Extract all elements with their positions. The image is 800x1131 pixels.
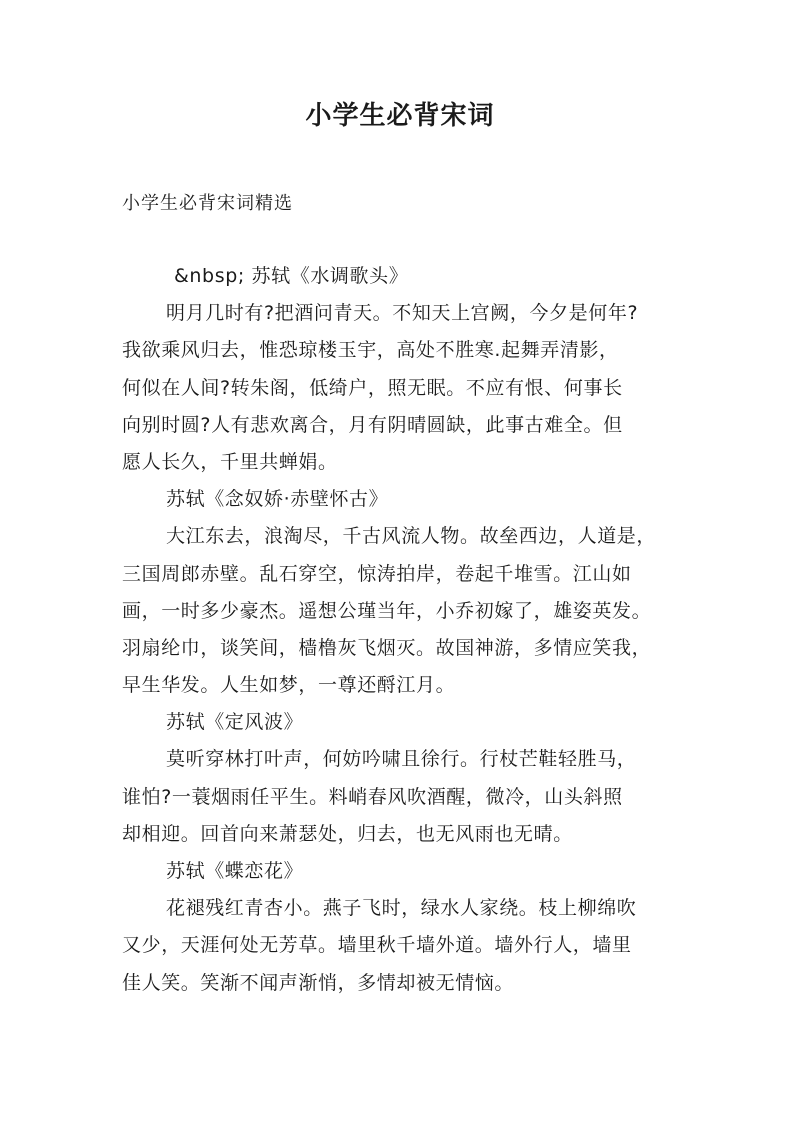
text-line: 明月几时有?把酒问青天。不知天上宫阙，今夕是何年? (166, 302, 639, 325)
page-title: 小学生必背宋词 (305, 101, 495, 131)
text-line: 佳人笑。笑渐不闻声渐悄，多情却被无情恼。 (122, 971, 515, 994)
page-subtitle: 小学生必背宋词精选 (122, 193, 293, 214)
poem-heading-niannujiao: 苏轼《念奴娇·赤壁怀古》 (166, 488, 389, 511)
text-line: 愿人长久，千里共蝉娟。 (122, 450, 338, 473)
poem-body (122, 258, 702, 1002)
text-line: 却相迎。回首向来萧瑟处，归去，也无风雨也无晴。 (122, 822, 573, 845)
text-line: 画，一时多少豪杰。遥想公瑾当年，小乔初嫁了，雄姿英发。 (122, 599, 652, 622)
text-line: 早生华发。人生如梦，一尊还酹江月。 (122, 674, 456, 697)
text-line: 花褪残红青杏小。燕子飞时，绿水人家绕。枝上柳绵吹 (166, 897, 637, 920)
text-line: 莫听穿林打叶声，何妨吟啸且徐行。行杖芒鞋轻胜马， (166, 748, 637, 771)
text-line: 羽扇纶巾，谈笑间，樯橹灰飞烟灭。故国神游，多情应笑我， (122, 636, 652, 659)
text-line: 何似在人间?转朱阁，低绮户，照无眠。不应有恨、何事长 (122, 376, 623, 399)
text-line: 我欲乘风归去，惟恐琼楼玉宇，高处不胜寒.起舞弄清影， (122, 339, 619, 362)
text-line: 三国周郎赤壁。乱石穿空，惊涛拍岸，卷起千堆雪。江山如 (122, 562, 632, 585)
text-line: 谁怕?一蓑烟雨任平生。料峭春风吹酒醒，微冷，山头斜照 (122, 785, 623, 808)
poem-heading-dingfengbo: 苏轼《定风波》 (166, 711, 304, 734)
text-line: 向别时圆?人有悲欢离合，月有阴晴圆缺，此事古难全。但 (122, 413, 623, 436)
poem-heading-shuidiaogetou: &nbsp; 苏轼《水调歌头》 (174, 265, 409, 287)
text-line: 大江东去，浪淘尽，千古风流人物。故垒西边，人道是， (166, 525, 657, 548)
poem-heading-dielianhua: 苏轼《蝶恋花》 (166, 860, 304, 882)
text-line: 又少，天涯何处无芳草。墙里秋千墙外道。墙外行人，墙里 (122, 934, 632, 957)
